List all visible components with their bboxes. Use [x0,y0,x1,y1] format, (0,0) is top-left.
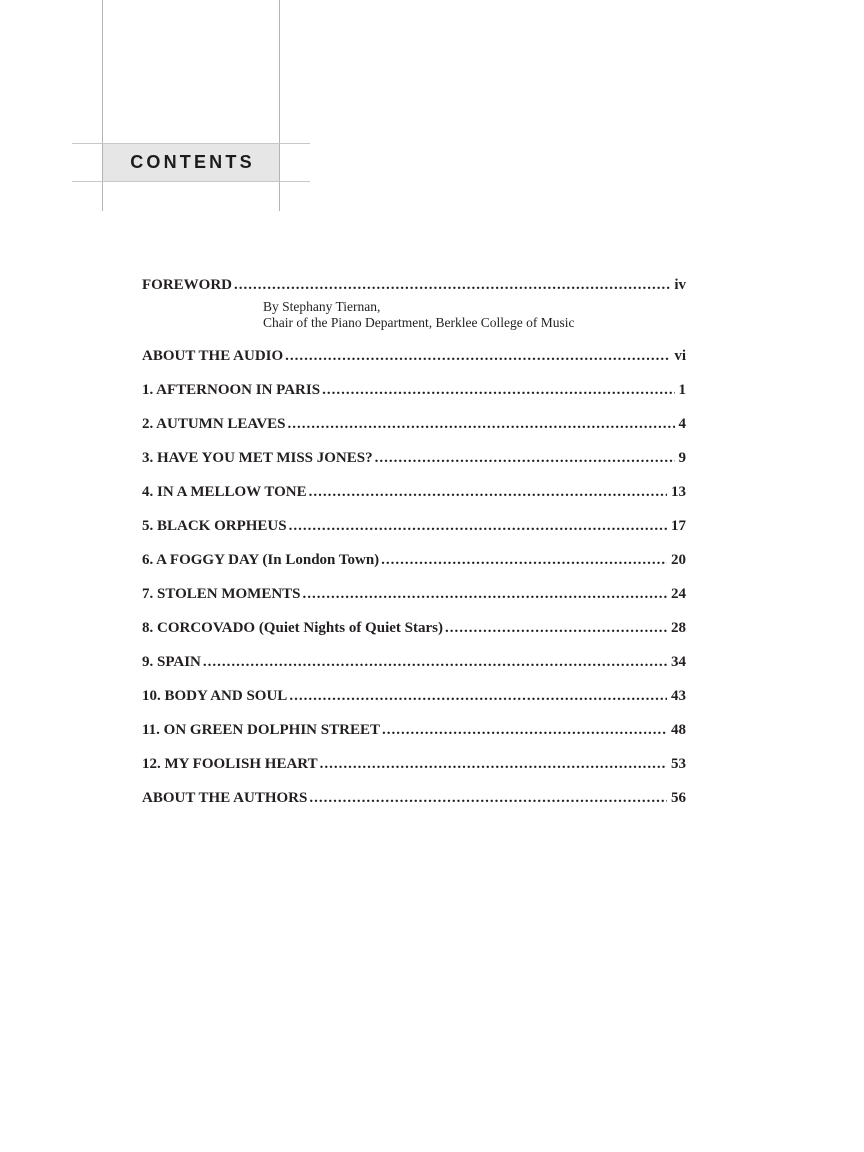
toc-row [142,552,686,568]
toc-entry [142,518,686,534]
toc-entry-label: 8. CORCOVADO (Quiet Nights of Quiet Stars) [142,620,443,636]
toc-row [142,382,686,398]
toc-entry [142,756,686,772]
toc-row [142,277,686,293]
toc-entry-label: 5. BLACK ORPHEUS [142,518,287,534]
toc-entry [142,790,686,806]
toc-entry-label: ABOUT THE AUTHORS [142,790,308,806]
dot-leader-icon [381,552,667,568]
toc-entry-label: FOREWORD [142,277,232,293]
dot-leader-icon [309,790,667,806]
dot-leader-icon [285,348,670,364]
toc-entry-subline: Chair of the Piano Department, Berklee College of Music [263,314,575,330]
toc-row [142,756,686,772]
dot-leader-icon [303,586,667,602]
dot-leader-icon [234,277,670,293]
toc-row [142,654,686,670]
dot-leader-icon [289,518,667,534]
dot-leader-icon [309,484,667,500]
dot-leader-icon [320,756,667,772]
toc-row [142,416,686,432]
toc-page-number: 48 [671,722,686,738]
toc-entry-label: 12. MY FOOLISH HEART [142,756,318,772]
toc-page-number: 4 [678,416,686,432]
toc-page-number: 9 [678,450,686,466]
toc-entry-label: 9. SPAIN [142,654,201,670]
dot-leader-icon [445,620,667,636]
toc-entry [142,654,686,670]
contents-title-box [103,144,279,181]
toc-entry [142,722,686,738]
toc-entry-label: 6. A FOGGY DAY (In London Town) [142,552,380,568]
toc-page-number: 24 [671,586,686,602]
toc-row [142,586,686,602]
toc-entry [142,348,686,364]
toc-row [142,688,686,704]
toc-entry [142,586,686,602]
toc-entry [142,382,686,398]
toc-page-number: iv [674,277,686,293]
dot-leader-icon [322,382,674,398]
toc-row [142,620,686,636]
vertical-rule-right [279,0,280,211]
toc-row [142,518,686,534]
toc-entry [142,416,686,432]
toc-row [142,790,686,806]
dot-leader-icon [288,416,675,432]
toc-entry [142,552,686,568]
toc-entry-label: 4. IN A MELLOW TONE [142,484,307,500]
toc-page-number: 56 [671,790,686,806]
toc-page-number: 34 [671,654,686,670]
toc-row [142,348,686,364]
toc-entry-label: 10. BODY AND SOUL [142,688,288,704]
toc-entry-label: 2. AUTUMN LEAVES [142,416,286,432]
dot-leader-icon [382,722,667,738]
horizontal-rule-bottom [72,181,310,182]
toc-page-number: 53 [671,756,686,772]
page-title: CONTENTS [130,152,255,172]
toc-page-number: 28 [671,620,686,636]
toc-row [142,722,686,738]
toc-entry [142,620,686,636]
dot-leader-icon [203,654,667,670]
toc-page-number: 20 [671,552,686,568]
toc-entry-label: 3. HAVE YOU MET MISS JONES? [142,450,373,466]
toc-page-number: 17 [671,518,686,534]
dot-leader-icon [289,688,667,704]
toc-entry [142,450,686,466]
toc-entry-label: ABOUT THE AUDIO [142,348,284,364]
toc-entry-subline: By Stephany Tiernan, [263,299,381,314]
toc-page-number: 1 [678,382,686,398]
toc-row [142,484,686,500]
toc-entry [142,277,686,330]
table-of-contents [142,277,686,824]
toc-entry [142,484,686,500]
toc-entry-subtext [263,299,686,330]
toc-row [142,450,686,466]
dot-leader-icon [375,450,675,466]
toc-page-number: vi [674,348,686,364]
toc-page-number: 13 [671,484,686,500]
toc-entry-label: 11. ON GREEN DOLPHIN STREET [142,722,380,738]
toc-entry-label: 7. STOLEN MOMENTS [142,586,301,602]
toc-page-number: 43 [671,688,686,704]
toc-entry-label: 1. AFTERNOON IN PARIS [142,382,321,398]
toc-entry [142,688,686,704]
